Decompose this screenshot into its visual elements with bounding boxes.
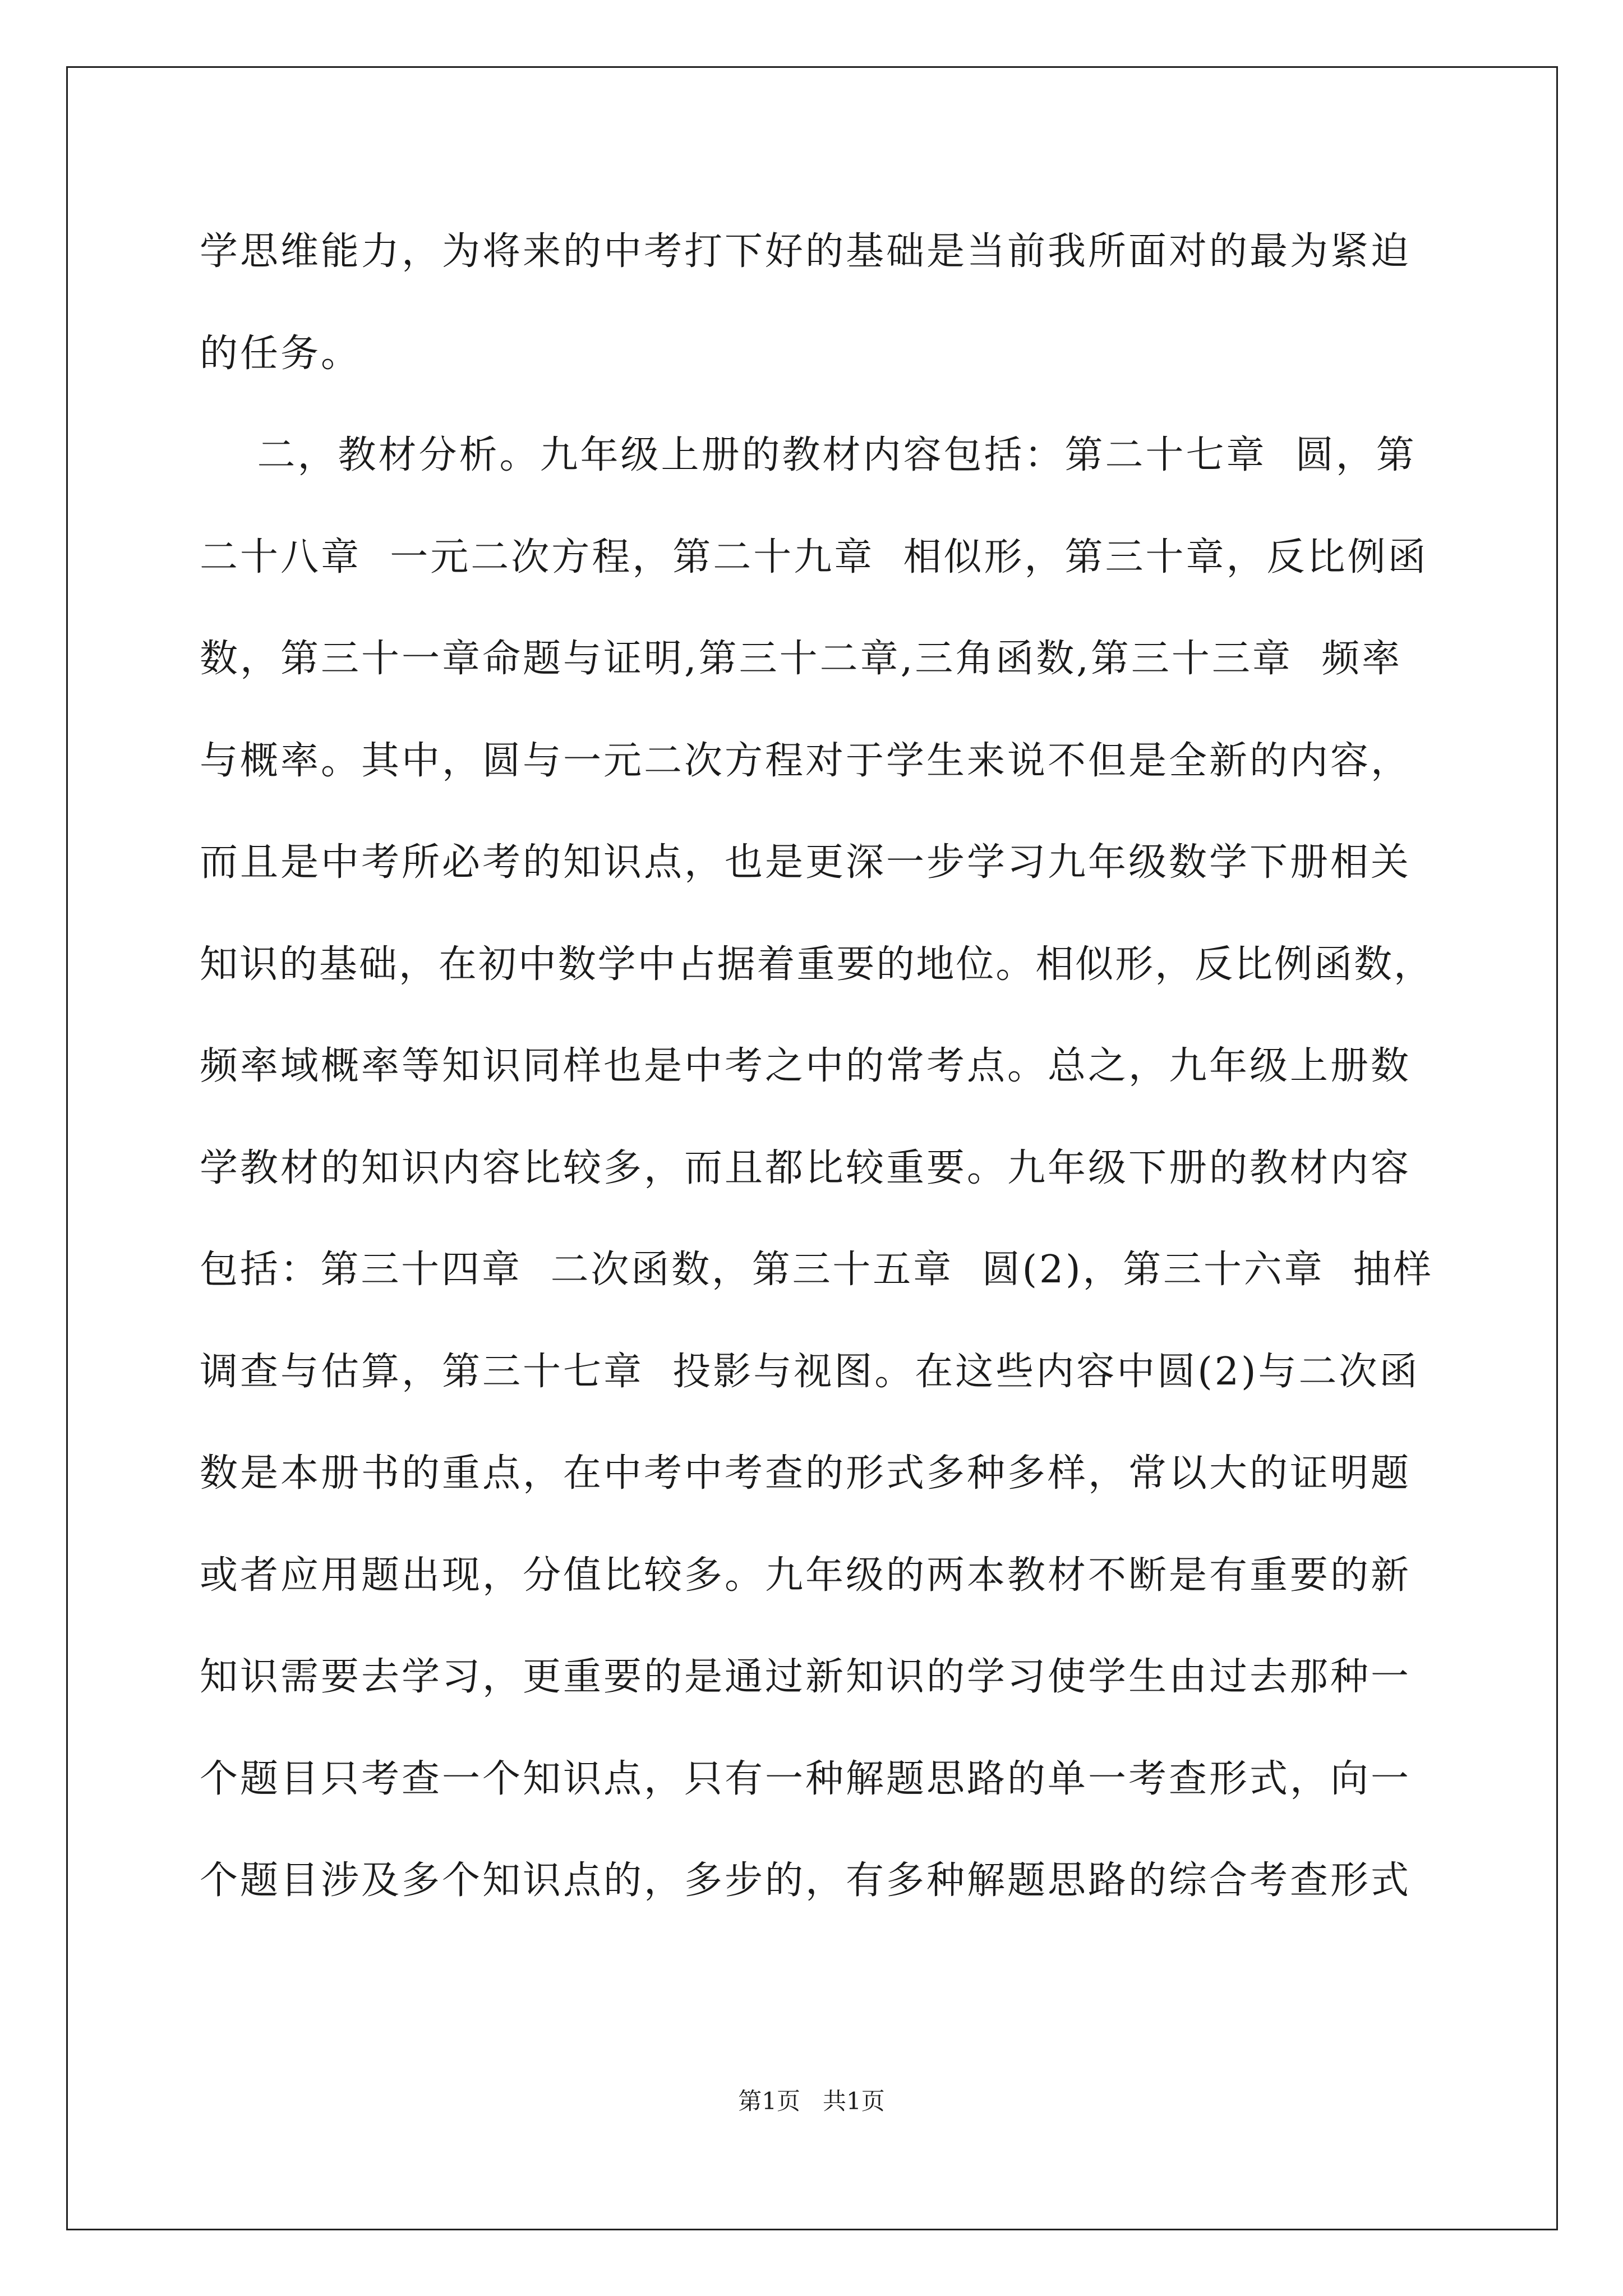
text-line: 学思维能力，为将来的中考打下好的基础是当前我所面对的最为紧迫 bbox=[200, 229, 1412, 274]
text-line: 个题目涉及多个知识点的，多步的，有多种解题思路的综合考查形式 bbox=[200, 1858, 1412, 1903]
text-line: 数是本册书的重点，在中考中考查的形式多种多样，常以大的证明题 bbox=[200, 1451, 1412, 1496]
text-line: 学教材的知识内容比较多，而且都比较重要。九年级下册的教材内容 bbox=[200, 1145, 1412, 1190]
text-line: 频率域概率等知识同样也是中考之中的常考点。总之，九年级上册数 bbox=[200, 1044, 1412, 1088]
text-line: 知识的基础，在初中数学中占据着重要的地位。相似形，反比例函数， bbox=[200, 942, 1434, 987]
text-line: 个题目只考查一个知识点，只有一种解题思路的单一考查形式，向一 bbox=[200, 1756, 1412, 1801]
text-line: 包括：第三十四章 二次函数，第三十五章 圆(2)，第三十六章 抽样 bbox=[200, 1248, 1434, 1292]
text-line: 与概率。其中，圆与一元二次方程对于学生来说不但是全新的内容， bbox=[200, 738, 1412, 783]
document-body bbox=[200, 201, 1433, 1932]
text-line: 二十八章 一元二次方程，第二十九章 相似形，第三十章，反比例函 bbox=[200, 535, 1428, 579]
text-line: 知识需要去学习，更重要的是通过新知识的学习使学生由过去那种一 bbox=[200, 1655, 1412, 1699]
text-line: 的任务。 bbox=[200, 331, 362, 376]
text-line: 调查与估算，第三十七章 投影与视图。在这些内容中圆(2)与二次函 bbox=[200, 1349, 1420, 1394]
text-line: 数，第三十一章命题与证明,第三十二章,三角函数,第三十三章 频率 bbox=[200, 637, 1403, 681]
text-line: 而且是中考所必考的知识点，也是更深一步学习九年级数学下册相关 bbox=[200, 840, 1412, 885]
text-line: 或者应用题出现，分值比较多。九年级的两本教材不断是有重要的新 bbox=[200, 1553, 1412, 1598]
text-line: 二，教材分析。九年级上册的教材内容包括：第二十七章 圆，第 bbox=[200, 433, 1417, 477]
page-number-footer: 第1页 共1页 bbox=[738, 2087, 885, 2115]
